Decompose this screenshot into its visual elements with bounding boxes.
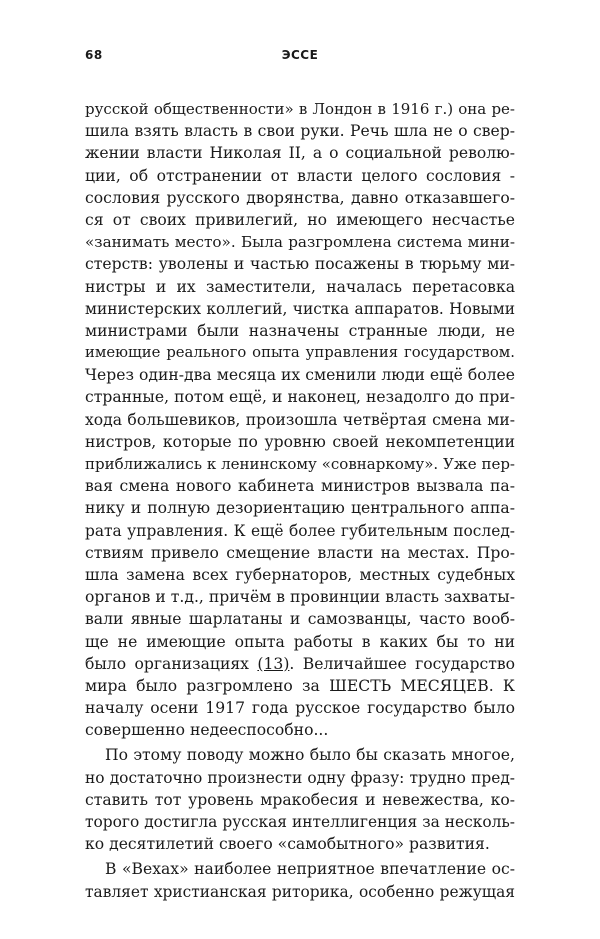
text-line: ко десятилетий своего «самобытного» развития. — [85, 835, 490, 854]
text-line: министрами были назначены странные люди, не — [85, 321, 515, 340]
text-line-with-reference — [85, 653, 515, 675]
text-line: странные, потом ещё, и наконец, незадолго до при- — [85, 388, 515, 407]
text-line: шла замена всех губернаторов, местных судебных — [85, 565, 515, 584]
footnote-reference-link[interactable]: (13) — [257, 654, 290, 673]
page-number: 68 — [85, 48, 103, 62]
text-line: приближались к ленинскому «совнаркому». Уже пер- — [85, 455, 515, 473]
paragraph-2 — [85, 744, 515, 855]
text-line: ции, об отстранении от власти целого сословия - — [85, 166, 515, 185]
text-line: Через один-два месяца их сменили люди ещё более — [85, 366, 515, 385]
text-line: тавляет христианская риторика, особенно режущая — [85, 882, 515, 901]
text-line: органов и т.д., причём в провинции власть захваты- — [85, 588, 515, 607]
text-line: жении власти Николая II, а о социальной револю- — [85, 144, 515, 163]
text-line: сословия русского дворянства, давно отказавшего- — [85, 188, 515, 207]
text-line: имеющие реального опыта управления государством. — [85, 344, 515, 362]
text-line: стерств: уволены и частью посажены в тюрьму ми- — [85, 255, 515, 274]
text-line: ся от своих привилегий, но имеющего несчастье — [85, 210, 515, 229]
text-line: «занимать место». Была разгромлена система мини- — [85, 233, 515, 252]
page-header — [85, 48, 515, 68]
text-line: торого достигла русская интеллигенция за несколь- — [85, 813, 515, 831]
body-text — [85, 98, 515, 903]
paragraph-1 — [85, 98, 515, 741]
text-line: мира было разгромлено за ШЕСТЬ МЕСЯЦЕВ. К — [85, 676, 515, 695]
text-segment: . Величайшее государство — [289, 654, 515, 673]
text-line: нистры и их заместители, началась перетасовка — [85, 277, 515, 296]
text-line: По этому поводу можно было бы сказать многое, — [105, 746, 515, 765]
text-line: шила взять власть в свои руки. Речь шла не о свер- — [85, 122, 515, 141]
paragraph-3 — [85, 858, 515, 902]
text-line: министерских коллегий, чистка аппаратов. Новыми — [85, 299, 515, 318]
text-line: ставить тот уровень мракобесия и невежества, ко- — [85, 790, 515, 809]
text-line: нику и полную дезориентацию центрального аппа- — [85, 499, 515, 518]
text-line: рата управления. К ещё более губительным послед- — [85, 521, 515, 540]
text-line: нистров, которые по уровню своей некомпетенции — [85, 432, 515, 451]
running-title: ЭССЕ — [281, 48, 319, 62]
text-line: ствиям привело смещение власти на местах. Про- — [85, 543, 515, 562]
text-line: хода большевиков, произошла четвёртая смена ми- — [85, 410, 515, 429]
text-segment: было организациях — [85, 654, 258, 673]
text-line: началу осени 1917 года русское государство было — [85, 699, 515, 718]
text-line: В «Вехах» наиболее неприятное впечатление ос- — [105, 860, 515, 879]
text-line: вая смена нового кабинета министров вызвала па- — [85, 477, 515, 496]
text-line: но достаточно произнести одну фразу: трудно пред- — [85, 768, 515, 787]
text-line: ще не имеющие опыта работы в каких бы то ни — [85, 632, 515, 651]
text-line: совершенно недееспособно... — [85, 721, 329, 740]
text-line: русской общественности» в Лондон в 1916 г.) она ре- — [85, 100, 515, 118]
text-line: вали явные шарлатаны и самозванцы, часто вооб- — [85, 610, 515, 629]
